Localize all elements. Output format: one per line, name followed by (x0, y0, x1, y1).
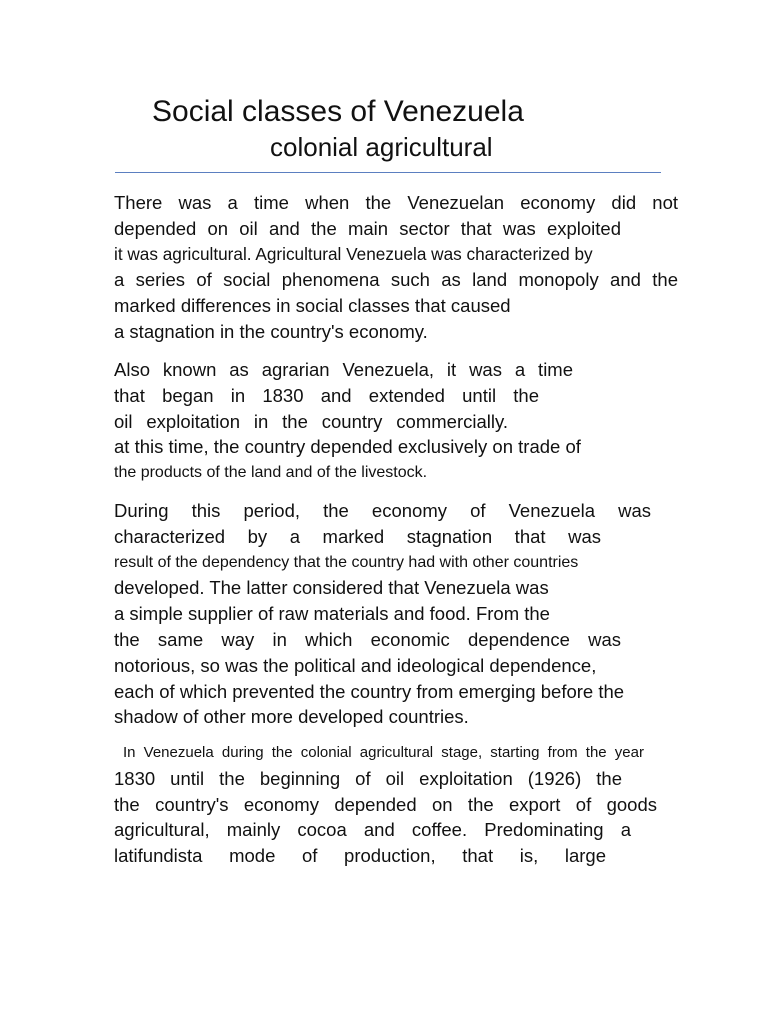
text-line: it was agricultural. Agricultural Venezuela was characterized by (114, 243, 593, 264)
text-line: the products of the land and of the livestock. (114, 464, 428, 482)
text-line: shadow of other more developed countries. (114, 706, 469, 728)
text-line: marked differences in social classes that caused (114, 295, 511, 317)
text-line: latifundista mode of production, that is, large (114, 845, 606, 867)
text-line: developed. The latter considered that Venezuela was (114, 577, 549, 599)
document-title: Social classes of Venezuela (152, 95, 524, 128)
paragraph-2 (114, 357, 678, 486)
text-line: a stagnation in the country's economy. (114, 320, 428, 342)
text-line: each of which prevented the country from emerging before the (114, 680, 625, 702)
text-line: agricultural, mainly cocoa and coffee. Predominating a (114, 819, 631, 841)
text-line: There was a time when the Venezuelan economy did not (114, 192, 678, 213)
text-line: Also known as agrarian Venezuela, it was a time (114, 359, 573, 380)
document-subtitle: colonial agricultural (270, 132, 493, 162)
text-line: result of the dependency that the country had with other countries (114, 553, 579, 571)
text-line: 1830 until the beginning of oil exploitation (1926) the (114, 767, 622, 789)
text-line: a simple supplier of raw materials and food. From the (114, 603, 550, 625)
text-line: a series of social phenomena such as land monopoly and the (114, 269, 678, 291)
text-line: During this period, the economy of Venezuela was (114, 500, 651, 521)
text-line: In Venezuela during the colonial agricultural stage, starting from the year (123, 744, 644, 761)
text-line: notorious, so was the political and ideological dependence, (114, 654, 597, 676)
paragraph-1 (114, 190, 678, 345)
text-line: that began in 1830 and extended until the (114, 384, 539, 406)
text-line: characterized by a marked stagnation that was (114, 525, 601, 547)
paragraph-3 (114, 498, 678, 730)
text-line: the same way in which economic dependence was (114, 628, 621, 650)
text-line: oil exploitation in the country commercially. (114, 410, 508, 432)
text-line: the country's economy depended on the export of goods (114, 793, 657, 815)
title-divider (115, 172, 661, 173)
text-line: depended on oil and the main sector that was exploited (114, 217, 621, 239)
paragraph-4 (114, 740, 678, 869)
text-line: at this time, the country depended exclusively on trade of (114, 436, 581, 458)
